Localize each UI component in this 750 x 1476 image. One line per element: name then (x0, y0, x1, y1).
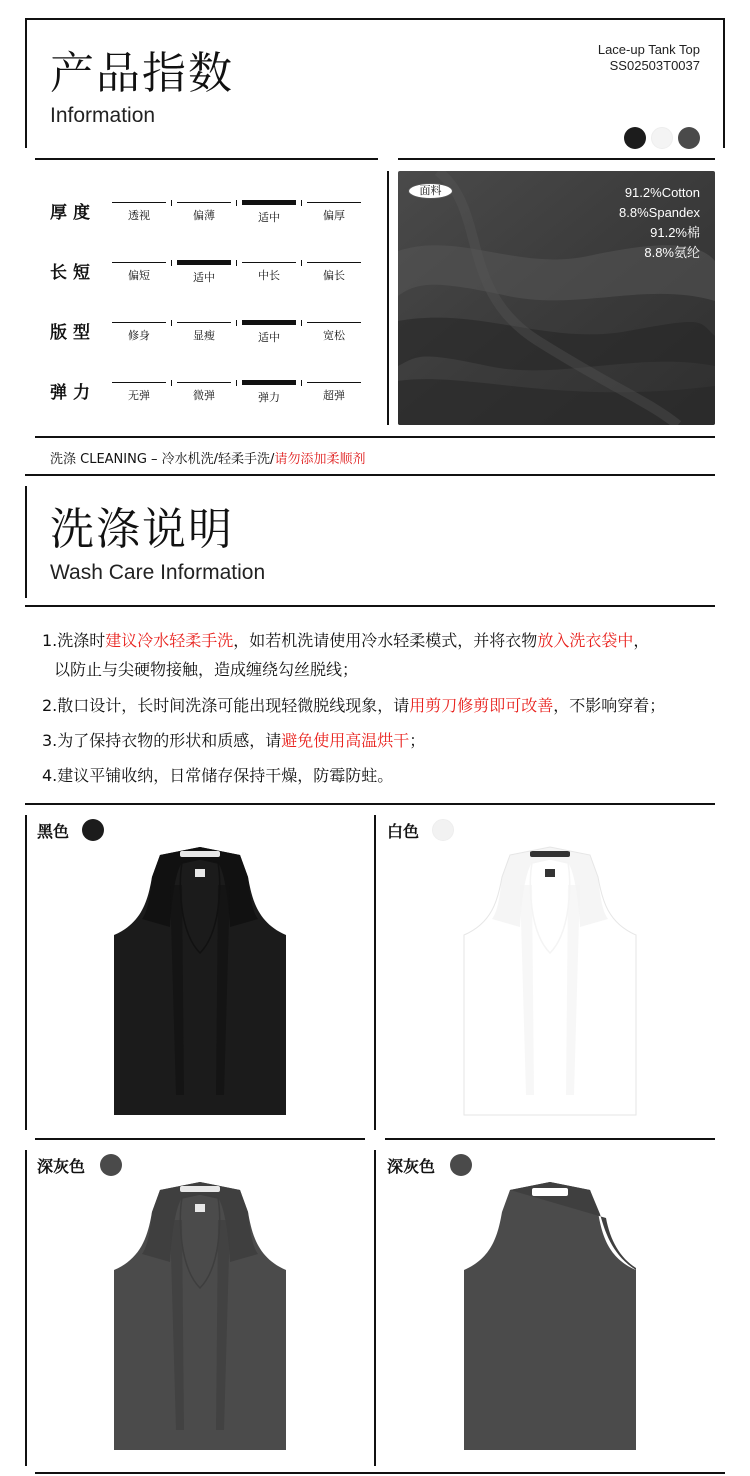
scale-option-label: 无弹 (128, 389, 150, 402)
attribute-label: 弹力 (50, 383, 96, 403)
tank-top-image (100, 1170, 300, 1460)
fabric-badge: 面料 (408, 183, 453, 199)
care-text: 4.建议平铺收纳，日常储存保持干燥，防霉防蛀。 (42, 766, 394, 785)
section-title-info: 产品指数 (50, 48, 234, 99)
scale-option-label: 适中 (258, 331, 280, 344)
care-text: 以防止与尖硬物接触，造成缠绕勾丝脱线； (54, 660, 359, 679)
grid-left-border (25, 815, 27, 1130)
section-subtitle-wash: Wash Care Information (50, 561, 266, 584)
scale-bar (177, 260, 231, 265)
grid-left-border-2 (25, 1150, 27, 1466)
tank-top-image (100, 835, 300, 1125)
care-text: ， (633, 631, 650, 650)
color-label: 深灰色 (37, 1157, 86, 1176)
left-border (25, 18, 27, 148)
scale-option (307, 380, 361, 403)
attribute-scale (112, 320, 362, 344)
scale-tick (171, 380, 172, 386)
scale-bar (112, 322, 166, 323)
scale-option-selected (242, 200, 296, 225)
scale-option-label: 偏短 (128, 269, 150, 282)
cleaning-warning: 请勿添加柔顺剂 (274, 452, 366, 467)
grid-mid-right (385, 1138, 715, 1140)
scale-bar (112, 202, 166, 203)
scale-bar (177, 382, 231, 383)
scale-option-label: 显瘦 (193, 329, 215, 342)
care-highlight: 用剪刀修剪即可改善 (409, 696, 554, 715)
scale-option (177, 320, 231, 343)
color-label: 黑色 (37, 822, 70, 841)
care-text: 1.洗涤时 (42, 631, 106, 650)
scale-option-label: 宽松 (323, 329, 345, 342)
scale-bar (242, 380, 296, 385)
cleaning-note (50, 448, 365, 467)
grid-center-border (374, 815, 376, 1130)
scale-option (112, 260, 166, 283)
scale-option-label: 偏厚 (323, 209, 345, 222)
color-dot-black (624, 127, 646, 149)
color-dot-darkgray (678, 127, 700, 149)
scale-option (177, 380, 231, 403)
scale-bar (307, 262, 361, 263)
scale-bar (307, 202, 361, 203)
scale-tick (301, 380, 302, 386)
section-subtitle-info: Information (50, 104, 156, 127)
fabric-swatch (398, 171, 715, 425)
scale-bar (177, 202, 231, 203)
right-border (723, 18, 725, 148)
top-border (25, 18, 725, 20)
scale-option (242, 260, 296, 283)
composition-line: 8.8%氨纶 (644, 245, 700, 260)
care-text: ，不影响穿着； (553, 696, 666, 715)
scale-option (307, 200, 361, 223)
grid-center-border-2 (374, 1150, 376, 1466)
scale-option-label: 弹力 (258, 391, 280, 404)
divider-care-top (25, 605, 715, 607)
scale-option-selected (242, 380, 296, 405)
attribute-scale (112, 260, 362, 284)
grid-mid-left (35, 1138, 365, 1140)
attribute-scale (112, 200, 362, 224)
scale-tick (301, 320, 302, 326)
care-text: 2.散口设计，长时间洗涤可能出现轻微脱线现象，请 (42, 696, 410, 715)
scale-option (307, 320, 361, 343)
scale-option-selected (242, 320, 296, 345)
scale-tick (236, 260, 237, 266)
composition-line: 8.8%Spandex (619, 205, 700, 220)
scale-option-label: 偏薄 (193, 209, 215, 222)
fabric-composition (619, 183, 700, 263)
attribute-label: 版型 (50, 323, 96, 343)
care-text: ，如若机洗请使用冷水轻柔模式，并将衣物 (233, 631, 538, 650)
scale-bar (307, 322, 361, 323)
divider-right (398, 158, 715, 160)
color-label: 白色 (387, 822, 420, 841)
divider-cleaning (35, 436, 715, 438)
scale-option-label: 修身 (128, 329, 150, 342)
grid-bottom-border (35, 1472, 725, 1474)
scale-tick (171, 260, 172, 266)
scale-tick (236, 200, 237, 206)
care-item-4 (42, 763, 393, 786)
scale-tick (171, 320, 172, 326)
scale-option (112, 200, 166, 223)
scale-option (307, 260, 361, 283)
scale-bar (242, 320, 296, 325)
scale-bar (112, 382, 166, 383)
vertical-divider (387, 171, 389, 425)
care-item-1 (42, 628, 649, 651)
care-text: ； (409, 731, 426, 750)
divider-section (25, 474, 715, 476)
divider-left (35, 158, 378, 160)
left-border-2 (25, 486, 27, 598)
product-code: SS02503T0037 (609, 58, 700, 73)
scale-bar (177, 322, 231, 323)
product-name: Lace-up Tank Top (597, 42, 700, 57)
scale-option-label: 透视 (128, 209, 150, 222)
scale-option-label: 微弹 (193, 389, 215, 402)
composition-line: 91.2%棉 (650, 225, 700, 240)
scale-tick (236, 320, 237, 326)
scale-option-label: 超弹 (323, 389, 345, 402)
composition-line: 91.2%Cotton (624, 185, 700, 200)
care-highlight: 避免使用高温烘干 (281, 731, 410, 750)
scale-option (112, 380, 166, 403)
tank-top-image (450, 835, 650, 1125)
attribute-label: 厚度 (50, 203, 96, 223)
section-title-wash: 洗涤说明 (50, 504, 234, 555)
scale-bar (242, 262, 296, 263)
tank-top-image (450, 1170, 650, 1460)
care-text: 3.为了保持衣物的形状和质感，请 (42, 731, 282, 750)
color-label: 深灰色 (387, 1157, 436, 1176)
scale-tick (236, 380, 237, 386)
color-dot-white (651, 127, 673, 149)
scale-option-label: 中长 (258, 269, 280, 282)
scale-option-label: 适中 (193, 271, 215, 284)
scale-tick (301, 200, 302, 206)
attribute-scale (112, 380, 362, 404)
scale-tick (171, 200, 172, 206)
scale-bar (307, 382, 361, 383)
scale-option-label: 偏长 (323, 269, 345, 282)
scale-bar (242, 200, 296, 205)
divider-colors (25, 803, 715, 805)
care-item-3 (42, 728, 425, 751)
attribute-label: 长短 (50, 263, 96, 283)
care-highlight: 放入洗衣袋中 (537, 631, 634, 650)
scale-tick (301, 260, 302, 266)
scale-option-label: 适中 (258, 211, 280, 224)
product-info (598, 42, 700, 74)
cleaning-text: 洗涤 CLEANING – 冷水机洗/轻柔手洗/ (50, 452, 275, 467)
scale-bar (112, 262, 166, 263)
care-item-2 (42, 693, 665, 716)
scale-option (177, 200, 231, 223)
care-item-1-cont (54, 657, 358, 680)
scale-option-selected (177, 260, 231, 285)
care-highlight: 建议冷水轻柔手洗 (105, 631, 234, 650)
scale-option (112, 320, 166, 343)
